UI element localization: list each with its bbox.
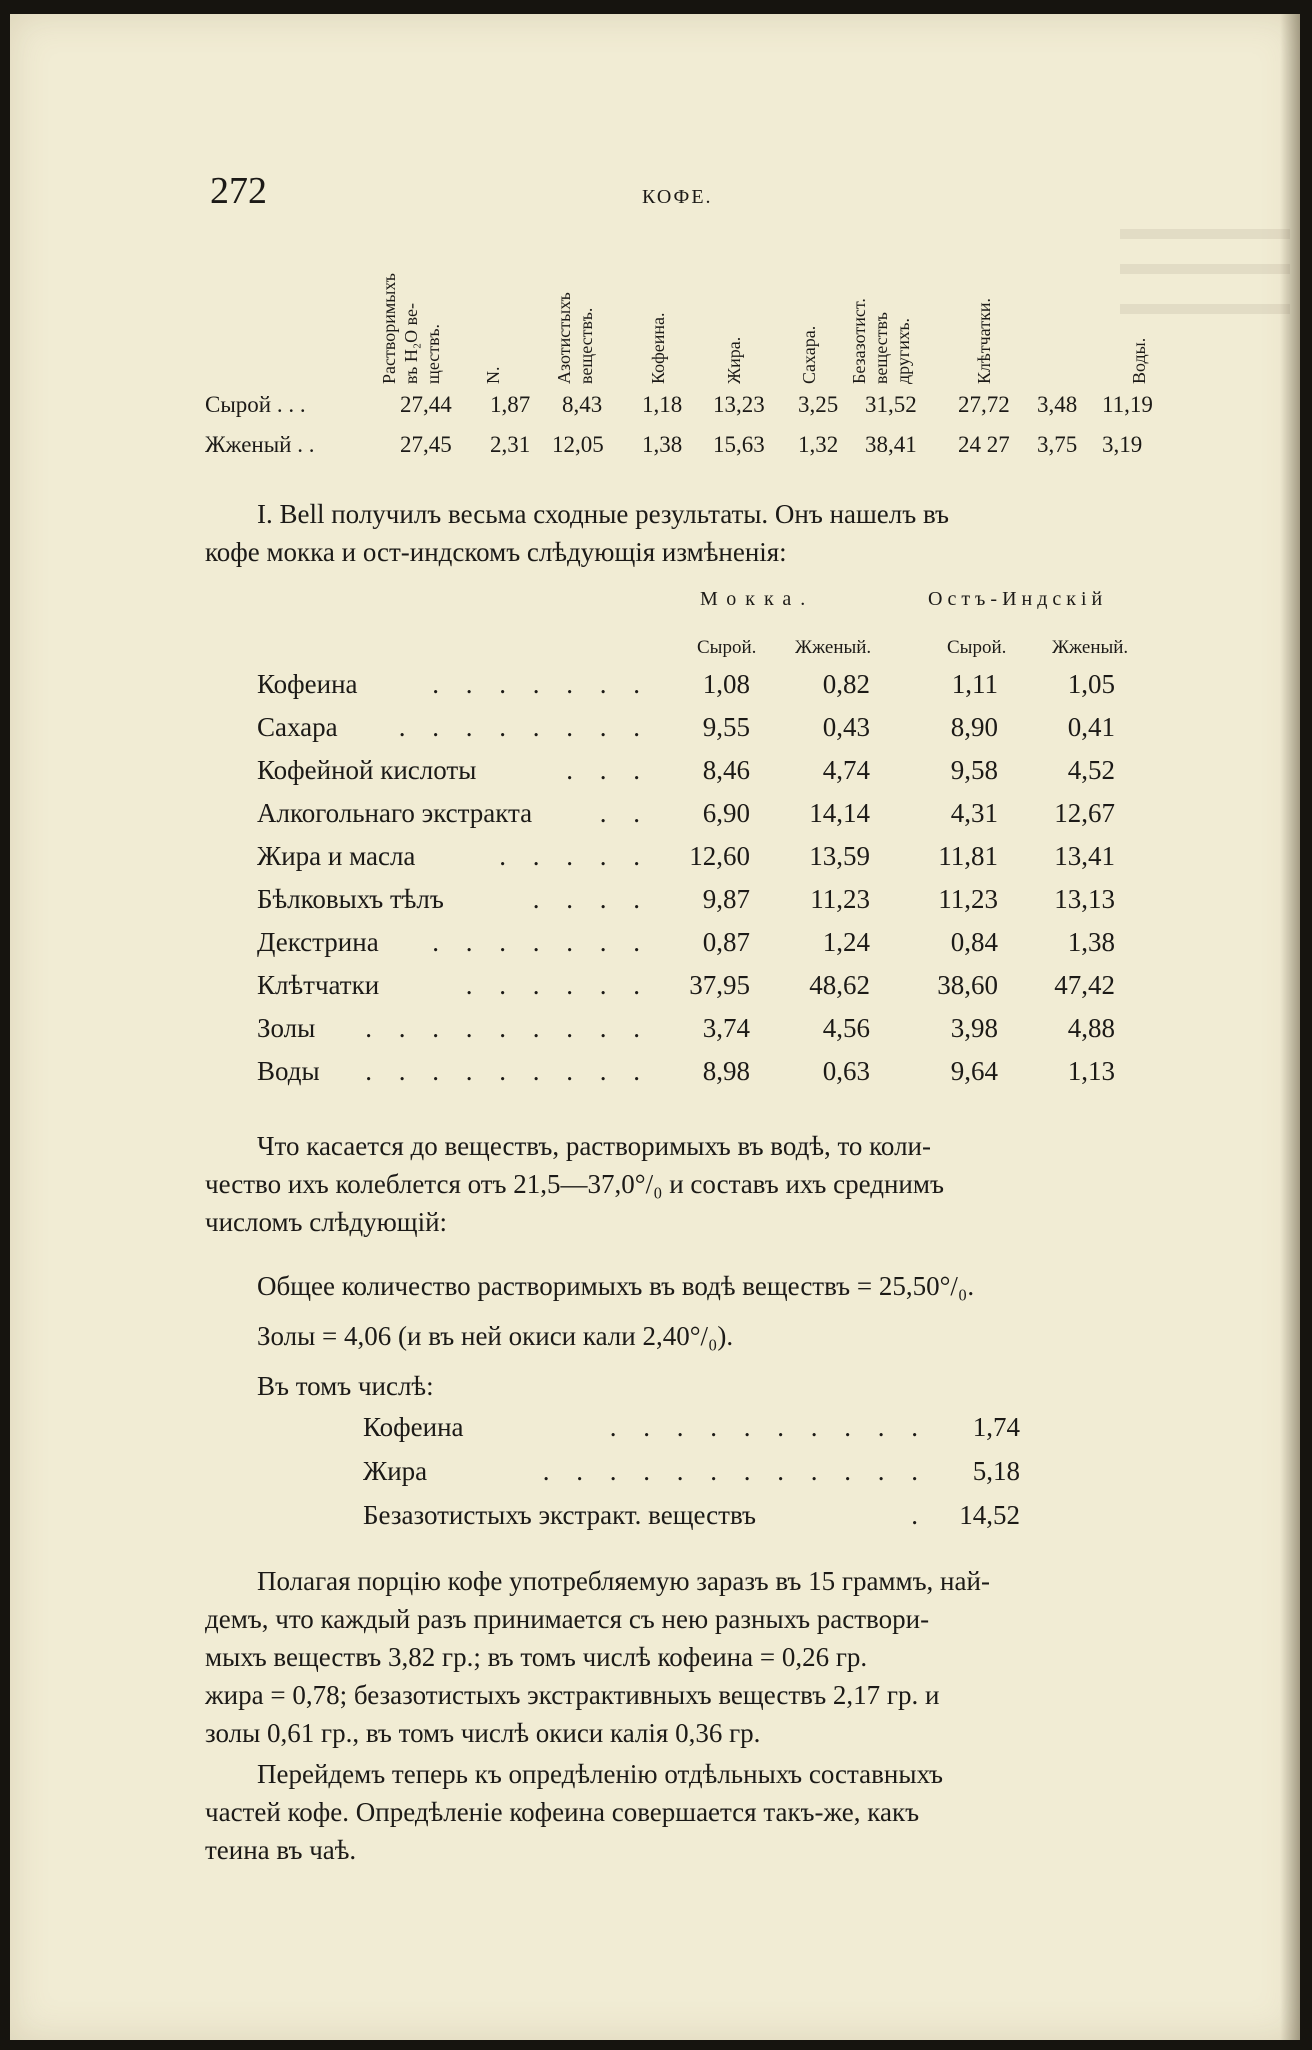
t2-sub-raw: Сырой. xyxy=(697,637,757,658)
t2-row-leader-dots: . . . . xyxy=(532,884,650,914)
t2-row-leader-dots: . . . . . . . . . xyxy=(365,1056,650,1086)
t2-row-label: Кофеина xyxy=(257,669,358,699)
t2-cell: 0,84 xyxy=(950,927,998,957)
t2-cell: 4,31 xyxy=(950,798,998,828)
t3-row-leader-dots: . xyxy=(911,1500,928,1530)
page-number: 272 xyxy=(210,170,267,212)
t3-row-leader-dots: . . . . . . . . . . . . xyxy=(542,1456,928,1486)
t2-cell: 11,23 xyxy=(938,884,998,914)
bleed-through-mark xyxy=(1120,304,1290,314)
t2-cell: 3,98 xyxy=(950,1013,998,1043)
t2-cell: 4,56 xyxy=(822,1013,870,1043)
t2-row-label: Алкогольнаго экстракта xyxy=(257,798,533,828)
t1-header-fat: Жира. xyxy=(724,336,744,384)
t2-cell: 0,43 xyxy=(822,712,870,742)
t2-cell: 1,08 xyxy=(702,669,750,699)
t2-sub-roasted: Жженый. xyxy=(795,637,872,658)
t2-cell: 11,81 xyxy=(938,841,998,871)
t1-header-non-nitrogenous: Безазотист. веществъ другихъ. xyxy=(849,298,913,384)
t2-cell: 8,46 xyxy=(702,755,750,785)
paragraph-portion: Полагая порцію кофе употребляемую заразъ въ 15 граммъ, най- демъ, что каждый разъ принимается съ нею разныхъ раствори- мыхъ веществъ 3,82 гр.; въ томъ числѣ кофеина = 0,26 гр. жира = 0,78; безазотистыхъ экстрактивныхъ веществъ 2,17 гр. и золы 0,61 гр., въ томъ числѣ окиси калія 0,36 гр. xyxy=(205,1566,990,1748)
t2-cell: 4,52 xyxy=(1067,755,1115,785)
t2-row-leader-dots: . . . . . . . xyxy=(432,669,650,699)
t2-cell: 0,41 xyxy=(1067,712,1115,742)
t2-row-label: Кофейной кислоты xyxy=(257,755,477,785)
t3-cell: 5,18 xyxy=(972,1456,1020,1486)
t2-row-label: Жира и масла xyxy=(257,841,416,871)
t2-row-leader-dots: . . . xyxy=(566,755,650,785)
t2-cell: 48,62 xyxy=(809,970,870,1000)
t1-header-water: Воды. xyxy=(1129,337,1149,384)
t2-sub-raw: Сырой. xyxy=(947,637,1007,658)
bleed-through-mark xyxy=(1120,229,1290,239)
t1-header-caffeine: Кофеина. xyxy=(648,312,668,384)
t2-cell: 14,14 xyxy=(809,798,870,828)
t2-row-leader-dots: . . . . . . xyxy=(465,970,650,1000)
t2-cell: 9,87 xyxy=(702,884,750,914)
t2-cell: 37,95 xyxy=(689,970,750,1000)
t2-cell: 38,60 xyxy=(937,970,998,1000)
book-page: 272 КОФЕ. Растворимыхъ въ H₂O ве- ществъ. N. Азотистыхъ веществъ. Кофеина. Жира. Сахара. Безазотист. веществъ другихъ. Клѣтчатки. Воды. Сырой . . . 27,44 1,87 8,43 1,18 13,23 3,25 31,52 27,72 3,48 11,19 Жженый . . 27,45 2,31 12,05 1,38 15,63 1,32 38,41 24 27 3,75 3,19 I. Bell получилъ весьма сходные результаты. Онъ нашелъ въ кофе мокка и ост-индскомъ слѣдующія измѣненія: Мокка. Остъ-Индскій Сырой. Жженый. Сырой. Жженый. Кофеина . . . . . . . 1,08 0,82 1,11 1,05 Сахара . . . . . . . . 9,55 0,43 8,90 0,41 Кофейной кислоты . . . 8,46 4,74 9,58 4,52 Алкогольнаго экстракта . . 6,90 14,14 4,31 12,67 Жира и масла . . . . . 12,60 13,59 11,81 13,41 Бѣлковыхъ тѣлъ . . . . 9,87 11,23 11,23 13,13 Декстрина . . . . . . . 0,87 1,24 0,84 1,38 Клѣтчатки . . . . . . 37,95 48,62 38,60 47,42 Золы . . . . . . . . . 3,74 4,56 3,98 4,88 Воды . . . . . . . . . 8,98 0,63 9,64 1,13 Что касается до веществъ, растворимыхъ въ водѣ, то коли- чество ихъ колеблется отъ 21,5—37,0°/₀ и составъ ихъ среднимъ числомъ слѣдующій: Общее количество растворимыхъ въ водѣ веществъ = 25,50°/₀. Золы = 4,06 (и въ ней окиси кали 2,40°/₀). Въ томъ числѣ: Кофеина . . . . . . . . . . 1,74 Жира . . . . . . . . . . . . 5,18 Безазотистыхъ экстракт. веществъ . 14,52 Полагая порцію кофе употребляемую заразъ въ 15 граммъ, най- демъ, что каждый разъ принимается съ нею разныхъ раствори- мыхъ веществъ 3,82 гр.; въ томъ числѣ кофеина = 0,26 гр. жира = 0,78; безазотистыхъ экстрактивныхъ веществъ 2,17 гр. и золы 0,61 гр., въ томъ числѣ окиси калія 0,36 гр. Перейдемъ теперь къ опредѣленію отдѣльныхъ составныхъ частей кофе. Опредѣленіе кофеина совершается такъ-же, какъ теина въ чаѣ. xyxy=(10,14,1300,2040)
t2-cell: 1,13 xyxy=(1067,1056,1115,1086)
t2-cell: 1,38 xyxy=(1067,927,1115,957)
t2-cell: 0,82 xyxy=(822,669,870,699)
t2-cell: 4,88 xyxy=(1067,1013,1115,1043)
page-edge-shadow xyxy=(1280,14,1300,2040)
t3-cell: 1,74 xyxy=(972,1412,1020,1442)
t2-cell: 47,42 xyxy=(1054,970,1115,1000)
t2-row-leader-dots: . . xyxy=(599,798,650,828)
t2-cell: 1,05 xyxy=(1067,669,1115,699)
t2-cell: 1,11 xyxy=(951,669,998,699)
t3-row-label: Кофеина xyxy=(363,1412,464,1442)
t1-header-sugar: Сахара. xyxy=(799,325,819,384)
paragraph-bell: I. Bell получилъ весьма сходные результаты. Онъ нашелъ въ кофе мокка и ост-индскомъ слѣдующія измѣненія: xyxy=(205,499,950,567)
t2-cell: 8,98 xyxy=(702,1056,750,1086)
t2-cell: 11,23 xyxy=(810,884,870,914)
t2-row-label: Золы xyxy=(257,1013,316,1043)
t2-row-leader-dots: . . . . . . . . . xyxy=(365,1013,650,1043)
t2-cell: 9,64 xyxy=(950,1056,998,1086)
t2-row-leader-dots: . . . . . . . xyxy=(432,927,650,957)
t2-cell: 13,13 xyxy=(1054,884,1115,914)
t2-cell: 12,60 xyxy=(689,841,750,871)
running-head: КОФЕ. xyxy=(642,186,713,208)
t3-row-label: Жира xyxy=(363,1456,428,1486)
paragraph-next: Перейдемъ теперь къ опредѣленію отдѣльныхъ составныхъ частей кофе. Опредѣленіе кофеина совершается такъ-же, какъ теина въ чаѣ. xyxy=(205,1759,943,1865)
t2-cell: 13,41 xyxy=(1054,841,1115,871)
t2-cell: 4,74 xyxy=(822,755,870,785)
t2-group-east-indian: Остъ-Индскій xyxy=(928,588,1108,610)
t1-header-cellulose: Клѣтчатки. xyxy=(974,298,994,384)
t2-cell: 0,63 xyxy=(822,1056,870,1086)
t2-cell: 9,58 xyxy=(950,755,998,785)
t2-cell: 12,67 xyxy=(1054,798,1115,828)
t3-row-leader-dots: . . . . . . . . . . xyxy=(609,1412,928,1442)
t1-header-soluble: Растворимыхъ въ H₂O ве- ществъ. xyxy=(379,273,443,384)
t2-sub-roasted: Жженый. xyxy=(1052,637,1129,658)
t2-cell: 9,55 xyxy=(702,712,750,742)
t1-header-n: N. xyxy=(483,366,503,384)
t2-row-label: Клѣтчатки xyxy=(257,970,380,1000)
t2-row-label: Сахара xyxy=(257,712,338,742)
t2-cell: 0,87 xyxy=(702,927,750,957)
t2-group-mocha: Мокка. xyxy=(700,588,815,610)
t2-row-label: Воды xyxy=(257,1056,320,1086)
t2-cell: 6,90 xyxy=(702,798,750,828)
t2-cell: 8,90 xyxy=(950,712,998,742)
t2-row-leader-dots: . . . . . . . . xyxy=(398,712,650,742)
t3-cell: 14,52 xyxy=(959,1500,1020,1530)
t2-cell: 3,74 xyxy=(702,1013,750,1043)
paragraph-soluble: Что касается до веществъ, растворимыхъ въ водѣ, то коли- чество ихъ колеблется отъ 21,5—37,0°/₀ и составъ ихъ среднимъ числомъ слѣдующій: xyxy=(205,1131,944,1237)
t2-row-label: Бѣлковыхъ тѣлъ xyxy=(257,884,444,914)
bleed-through-mark xyxy=(1120,264,1290,274)
t2-row-label: Декстрина xyxy=(257,927,379,957)
t2-cell: 1,24 xyxy=(822,927,870,957)
t2-row-leader-dots: . . . . . xyxy=(499,841,650,871)
t3-row-label: Безазотистыхъ экстракт. веществъ xyxy=(363,1500,756,1530)
t2-cell: 13,59 xyxy=(809,841,870,871)
paragraph-total: Общее количество растворимыхъ въ водѣ веществъ = 25,50°/₀. Золы = 4,06 (и въ ней окиси кали 2,40°/₀). Въ томъ числѣ: xyxy=(257,1271,975,1401)
t1-header-nitrogenous: Азотистыхъ веществъ. xyxy=(554,292,596,384)
